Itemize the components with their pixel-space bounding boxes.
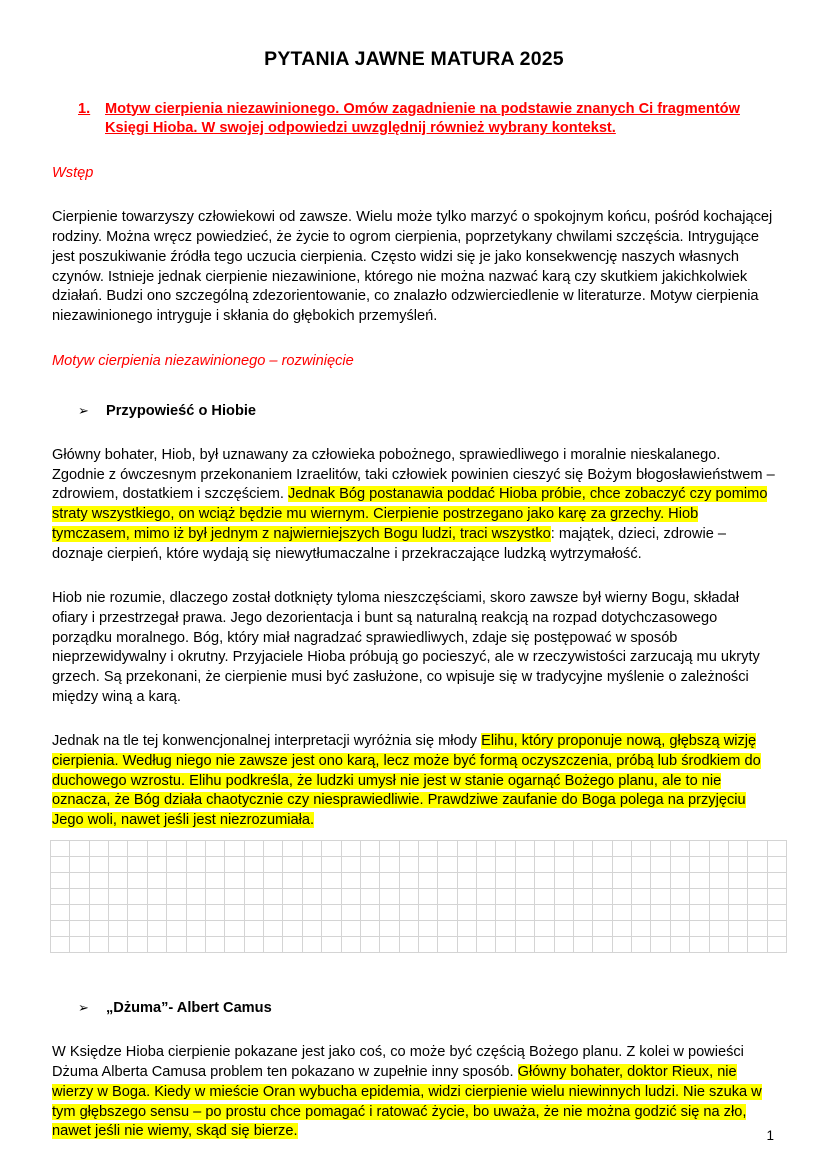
grid-cell [361,857,380,873]
grid-cell [225,905,244,921]
grid-cell [167,905,186,921]
grid-cell [593,841,612,857]
grid-cell [70,937,89,953]
grid-cell [245,889,264,905]
grid-cell [574,937,593,953]
grid-cell [593,921,612,937]
grid-cell [206,857,225,873]
grid-cell [109,937,128,953]
grid-cell [264,921,283,937]
grid-cell [613,937,632,953]
grid-cell [458,873,477,889]
grid-cell [128,889,147,905]
question-item [52,100,776,140]
grid-cell [206,921,225,937]
grid-cell [555,841,574,857]
grid-cell [555,921,574,937]
grid-cell [90,857,109,873]
bullet-label-dzuma: „Dżuma”- Albert Camus [106,1000,272,1017]
grid-cell [128,841,147,857]
hiob-p1-text-end: : majątek, dzieci, zdrowie – doznaje cierpień, które wydają się niewytłumaczalne i przekraczające ludzką wytrzymałość. [52,526,726,563]
grid-cell [477,841,496,857]
grid-cell [90,889,109,905]
grid-cell [128,857,147,873]
grid-cell [729,905,748,921]
grid-cell [322,889,341,905]
grid-cell [361,873,380,889]
grid-cell [516,873,535,889]
grid-cell [574,905,593,921]
dzuma-p1-highlight: Główny bohater, doktor Rieux, nie wierzy w Boga. Kiedy w mieście Oran wybucha epidemia, widzi cierpienie wielu niewinnych ludzi. Nie szuka w tym głębszego sensu – po prostu chce pomagać i ratować życie, bo uważa, że nie można godzić się na zło, nawet jeśli nie wiemy, skąd się bierze. [52,1063,762,1140]
grid-cell [729,937,748,953]
grid-cell [438,937,457,953]
grid-cell [167,937,186,953]
grid-cell [90,841,109,857]
grid-cell [748,857,767,873]
grid-cell [51,889,70,905]
grid-cell [128,921,147,937]
hiob-p1-highlight: Jednak Bóg postanawia poddać Hioba próbie, chce zobaczyć czy pomimo straty wszystkiego, on wciąż będzie mu wiernym. Cierpienie postrzegano jako karę za grzechy. Hiob tymczasem, mimo iż był jednym z najwierniejszych Bogu ludzi, traci wszystko [52,486,768,543]
grid-cell [496,921,515,937]
grid-cell [555,857,574,873]
grid-cell [690,841,709,857]
grid-cell [516,889,535,905]
grid-cell [264,857,283,873]
grid-cell [109,889,128,905]
grid-cell [690,905,709,921]
grid-cell [245,841,264,857]
arrow-bullet-icon: ➢ [78,1000,89,1016]
grid-cell [322,841,341,857]
grid-cell [283,889,302,905]
grid-cell [419,921,438,937]
grid-cell [690,921,709,937]
grid-cell [225,921,244,937]
grid-cell [361,921,380,937]
grid-cell [748,889,767,905]
grid-cell [458,905,477,921]
grid-cell [303,841,322,857]
grid-cell [613,889,632,905]
section-heading-wstep: Wstęp [52,165,94,182]
grid-cell [303,905,322,921]
grid-cell [167,921,186,937]
grid-cell [245,937,264,953]
grid-cell [90,937,109,953]
hiob-p3-highlight: Elihu, który proponuje nową, głębszą wizję cierpienia. Według niego nie zawsze jest ono karą, lecz może być formą oczyszczenia, próbą lub środkiem do duchowego wzrostu. Elihu podkreśla, że ludzki umysł nie jest w stanie ogarnąć Bożego planu, ale to nie oznacza, że Bóg działa chaotycznie czy niesprawiedliwie. Prawdziwe zaufanie do Boga polega na przyjęciu Jego woli, nawet jeśli jest niezrozumiała. [52,732,761,829]
grid-cell [322,921,341,937]
grid-cell [380,905,399,921]
grid-cell [361,937,380,953]
grid-cell [710,921,729,937]
grid-cell [632,937,651,953]
grid-cell [70,905,89,921]
grid-cell [400,921,419,937]
grid-cell [283,921,302,937]
grid-cell [768,841,787,857]
grid-cell [380,841,399,857]
grid-cell [225,841,244,857]
grid-cell [206,841,225,857]
grid-cell [477,873,496,889]
grid-cell [690,873,709,889]
grid-cell [283,937,302,953]
grid-cell [51,937,70,953]
grid-cell [748,921,767,937]
grid-cell [380,921,399,937]
grid-cell [651,857,670,873]
grid-cell [303,857,322,873]
grid-cell [322,873,341,889]
grid-cell [283,841,302,857]
grid-cell [303,921,322,937]
question-number: 1. [78,100,91,117]
grid-cell [167,841,186,857]
grid-cell [148,873,167,889]
grid-cell [245,857,264,873]
grid-cell [593,905,612,921]
grid-cell [187,889,206,905]
hiob-paragraph-1 [52,446,776,565]
grid-cell [516,921,535,937]
grid-cell [477,921,496,937]
grid-cell [90,905,109,921]
grid-cell [613,873,632,889]
grid-cell [671,841,690,857]
grid-cell [206,873,225,889]
grid-cell [303,873,322,889]
bullet-item-hiob [52,402,776,422]
grid-cell [710,905,729,921]
dzuma-paragraph-1 [52,1043,776,1142]
grid-cell [535,921,554,937]
grid-cell [109,873,128,889]
grid-cell [593,857,612,873]
grid-cell [167,857,186,873]
grid-cell [187,937,206,953]
grid-cell [593,937,612,953]
grid-cell [342,889,361,905]
grid-cell [768,889,787,905]
grid-cell [70,921,89,937]
grid-cell [109,841,128,857]
grid-cell [128,937,147,953]
grid-cell [322,857,341,873]
grid-cell [148,905,167,921]
grid-cell [51,857,70,873]
grid-cell [729,889,748,905]
grid-cell [400,841,419,857]
grid-cell [264,937,283,953]
grid-cell [748,873,767,889]
grid-cell [496,937,515,953]
grid-cell [361,841,380,857]
grid-cell [458,841,477,857]
grid-cell [128,905,147,921]
grid-cell [400,873,419,889]
grid-cell [496,857,515,873]
grid-cell [128,873,147,889]
grid-cell [361,889,380,905]
page-number: 1 [766,1127,774,1143]
grid-cell [613,857,632,873]
grid-cell [632,841,651,857]
grid-cell [729,921,748,937]
grid-cell [148,921,167,937]
grid-cell [167,873,186,889]
grid-cell [748,905,767,921]
grid-cell [264,889,283,905]
grid-cell [477,937,496,953]
grid-cell [187,857,206,873]
grid-cell [651,921,670,937]
grid-cell [516,857,535,873]
grid-cell [710,889,729,905]
grid-cell [400,937,419,953]
grid-cell [574,921,593,937]
grid-cell [710,873,729,889]
grid-cell [535,905,554,921]
grid-cell [748,841,767,857]
grid-cell [574,841,593,857]
grid-cell [400,857,419,873]
grid-cell [419,841,438,857]
grid-cell [496,889,515,905]
grid-cell [671,921,690,937]
grid-cell [283,873,302,889]
grid-cell [516,905,535,921]
hiob-paragraph-3 [52,732,776,831]
hiob-paragraph-2: Hiob nie rozumie, dlaczego został dotknięty tyloma nieszczęściami, skoro zawsze był wierny Bogu, składał ofiary i przestrzegał prawa. Jego dezorientacja i bunt są naturalną reakcją na rozpad dotychczasowego porządku moralnego. Bóg, który miał nagradzać sprawiedliwych, zdaje się postępować w sposób nieprzewidywalny i okrutny. Przyjaciele Hioba próbują go pocieszyć, ale w rzeczywistości zarzucają mu ukryty grzech. Są przekonani, że cierpienie musi być zasłużone, co wpisuje się w tradycyjne myślenie o zależności między winą a karą. [52,589,760,706]
grid-cell [51,905,70,921]
grid-cell [477,857,496,873]
grid-cell [458,857,477,873]
grid-cell [206,889,225,905]
grid-cell [748,937,767,953]
grid-cell [148,857,167,873]
grid-cell [187,841,206,857]
grid-cell [225,937,244,953]
grid-cell [51,921,70,937]
grid-cell [206,905,225,921]
grid-cell [729,873,748,889]
grid-cell [187,873,206,889]
grid-cell [245,921,264,937]
grid-cell [322,905,341,921]
arrow-bullet-icon: ➢ [78,402,89,418]
grid-cell [496,905,515,921]
grid-cell [303,889,322,905]
grid-cell [768,857,787,873]
grid-cell [613,921,632,937]
grid-cell [400,889,419,905]
grid-cell [109,857,128,873]
grid-cell [419,857,438,873]
grid-cell [671,937,690,953]
grid-cell [496,841,515,857]
grid-cell [555,889,574,905]
grid-cell [245,873,264,889]
grid-cell [651,873,670,889]
intro-paragraph: Cierpienie towarzyszy człowiekowi od zawsze. Wielu może tylko marzyć o spokojnym końcu, pośród kochającej rodziny. Można wręcz powiedzieć, że życie to ogrom cierpienia, poprzetykany chwilami szczęścia. Intrygujące jest poszukiwanie źródła tego uczucia cierpienia. Często widzi się je jako konsekwencję naszych własnych czynów. Istnieje jednak cierpienie niezawinione, którego nie można nazwać karą czy skutkiem jakichkolwiek działań. Budzi ono szczególną zdezorientowanie, co znalazło odzwierciedlenie w literaturze. Motyw cierpienia niezawinionego intryguje i skłania do głębokich przemyśleń. [52,209,773,325]
bullet-item-dzuma [52,999,776,1019]
grid-cell [438,905,457,921]
grid-cell [651,841,670,857]
grid-cell [729,841,748,857]
grid-cell [555,937,574,953]
grid-cell [477,889,496,905]
grid-cell [342,857,361,873]
grid-cell [671,905,690,921]
grid-cell [283,857,302,873]
grid-cell [535,841,554,857]
grid-cell [574,873,593,889]
grid-cell [70,841,89,857]
grid-cell [148,889,167,905]
grid-cell [283,905,302,921]
grid-cell [632,921,651,937]
grid-cell [593,889,612,905]
grid-cell [710,937,729,953]
grid-cell [438,889,457,905]
grid-cell [264,905,283,921]
grid-cell [90,873,109,889]
grid-cell [535,873,554,889]
grid-cell [148,937,167,953]
grid-cell [516,937,535,953]
document-title: PYTANIA JAWNE MATURA 2025 [264,48,564,70]
hiob-p1-text: Główny bohater, Hiob, był uznawany za człowieka pobożnego, sprawiedliwego i moralnie nieskalanego. Zgodnie z ówczesnym przekonaniem Izraelitów, taki człowiek powinien cieszyć się Bożym błogosławieństwem – zdrowiem, dostatkiem i szczęściem. [52,446,775,503]
grid-cell [380,889,399,905]
grid-cell [555,905,574,921]
grid-cell [690,937,709,953]
dzuma-p1-text: W Księdze Hioba cierpienie pokazane jest jako coś, co może być częścią Bożego planu. Z kolei w powieści Dżuma Alberta Camusa problem ten pokazano w zupełnie inny sposób. [52,1043,744,1080]
grid-cell [419,905,438,921]
grid-cell [419,873,438,889]
grid-cell [109,905,128,921]
grid-cell [438,873,457,889]
grid-cell [148,841,167,857]
grid-cell [632,857,651,873]
grid-cell [593,873,612,889]
grid-cell [768,905,787,921]
grid-cell [225,857,244,873]
grid-cell [380,937,399,953]
grid-cell [555,873,574,889]
grid-cell [458,921,477,937]
grid-cell [380,857,399,873]
grid-cell [264,841,283,857]
grid-cell [535,857,554,873]
grid-cell [109,921,128,937]
grid-cell [632,873,651,889]
grid-cell [303,937,322,953]
grid-cell [187,921,206,937]
grid-cell [206,937,225,953]
grid-cell [264,873,283,889]
grid-cell [438,857,457,873]
grid-cell [342,921,361,937]
grid-cell [380,873,399,889]
grid-cell [651,889,670,905]
grid-cell [690,857,709,873]
grid-cell [225,889,244,905]
grid-cell [245,905,264,921]
grid-cell [574,857,593,873]
grid-cell [632,905,651,921]
grid-cell [342,841,361,857]
grid-cell [710,857,729,873]
grid-cell [768,873,787,889]
section-heading-rozwiniecie: Motyw cierpienia niezawinionego – rozwinięcie [52,353,354,370]
grid-cell [613,841,632,857]
grid-cell [342,937,361,953]
grid-cell [322,937,341,953]
grid-cell [671,857,690,873]
grid-cell [496,873,515,889]
grid-cell [477,905,496,921]
grid-cell [419,889,438,905]
grid-cell [535,937,554,953]
grid-cell [651,905,670,921]
grid-cell [613,905,632,921]
grid-cell [70,857,89,873]
grid-cell [535,889,554,905]
grid-cell [70,873,89,889]
grid-cell [690,889,709,905]
grid-cell [167,889,186,905]
bullet-label-hiob: Przypowieść o Hiobie [106,402,257,419]
grid-cell [90,921,109,937]
grid-cell [458,937,477,953]
grid-cell [574,889,593,905]
grid-cell [651,937,670,953]
grid-cell [768,921,787,937]
grid-cell [400,905,419,921]
grid-cell [671,873,690,889]
hiob-p3-text: Jednak na tle tej konwencjonalnej interpretacji wyróżnia się młody [52,732,482,749]
grid-cell [710,841,729,857]
grid-cell [438,921,457,937]
grid-cell [342,873,361,889]
grid-cell [225,873,244,889]
grid-cell [361,905,380,921]
grid-cell [51,873,70,889]
grid-cell [516,841,535,857]
grid-cell [729,857,748,873]
answer-grid [50,840,787,953]
grid-cell [768,937,787,953]
grid-cell [671,889,690,905]
grid-cell [51,841,70,857]
grid-cell [438,841,457,857]
grid-cell [342,905,361,921]
grid-cell [70,889,89,905]
grid-cell [187,905,206,921]
grid-cell [458,889,477,905]
grid-cell [632,889,651,905]
grid-cell [419,937,438,953]
question-text: Motyw cierpienia niezawinionego. Omów zagadnienie na podstawie znanych Ci fragmentów Księgi Hioba. W swojej odpowiedzi uwzględnij również wybrany kontekst. [105,100,740,137]
